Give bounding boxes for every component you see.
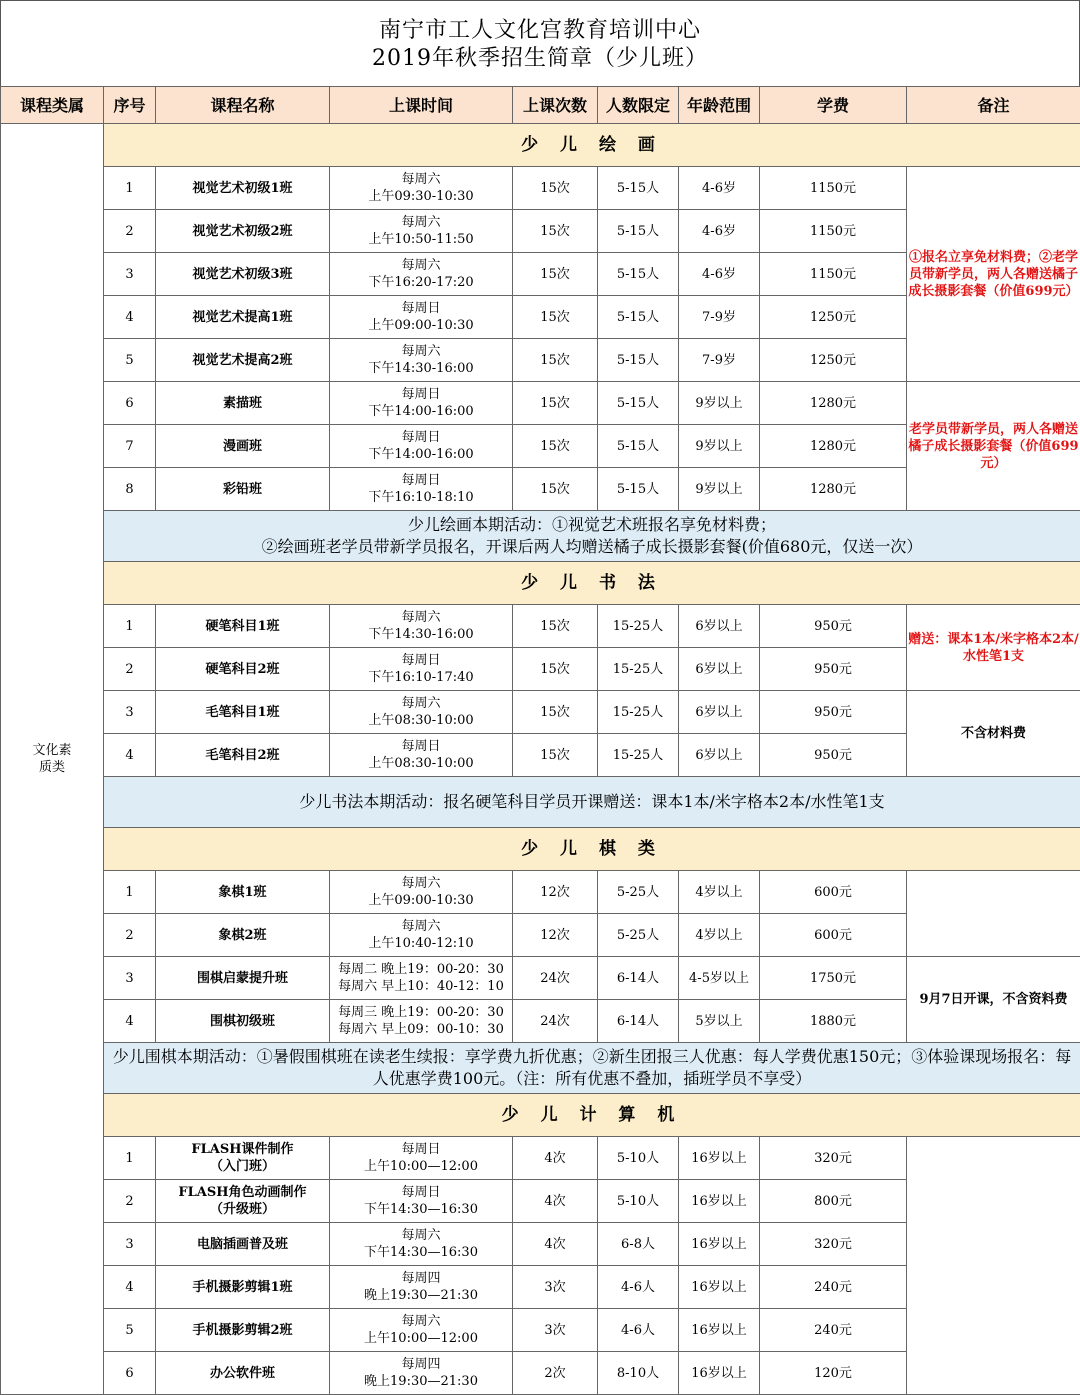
row-no: 1 bbox=[104, 871, 156, 914]
class-size: 6-14人 bbox=[598, 1000, 679, 1043]
row-no: 4 bbox=[104, 1000, 156, 1043]
session-count: 24次 bbox=[513, 1000, 598, 1043]
schedule-day: 每周日 bbox=[330, 386, 512, 403]
session-count: 15次 bbox=[513, 167, 598, 210]
tuition-fee: 320元 bbox=[760, 1223, 907, 1266]
session-count: 2次 bbox=[513, 1352, 598, 1395]
class-size: 5-15人 bbox=[598, 425, 679, 468]
course-name: 视觉艺术提高2班 bbox=[156, 339, 330, 382]
course-name: 毛笔科目1班 bbox=[156, 691, 330, 734]
section-row-computer bbox=[1, 1094, 1080, 1137]
course-name: 手机摄影剪辑1班 bbox=[156, 1266, 330, 1309]
tuition-fee: 1280元 bbox=[760, 382, 907, 425]
age-range: 16岁以上 bbox=[679, 1266, 760, 1309]
activity-line-1: 少儿绘画本期活动：①视觉艺术班报名享免材料费； bbox=[104, 514, 1080, 536]
schedule-time: 每周六 早上09：00-10：30 bbox=[330, 1021, 512, 1038]
tuition-fee: 800元 bbox=[760, 1180, 907, 1223]
schedule-day: 每周四 bbox=[330, 1270, 512, 1287]
table-row bbox=[1, 871, 1080, 914]
tuition-fee: 1150元 bbox=[760, 253, 907, 296]
remark-cell-empty bbox=[907, 1137, 1080, 1395]
table-row bbox=[1, 957, 1080, 1000]
activity-row-painting bbox=[1, 511, 1080, 562]
header-cell: 学费 bbox=[760, 87, 907, 124]
schedule-time: 上午10:00—12:00 bbox=[330, 1330, 512, 1347]
age-range: 16岁以上 bbox=[679, 1352, 760, 1395]
schedule-time: 上午08:30-10:00 bbox=[330, 712, 512, 729]
age-range: 16岁以上 bbox=[679, 1180, 760, 1223]
class-size: 5-25人 bbox=[598, 914, 679, 957]
age-range: 16岁以上 bbox=[679, 1309, 760, 1352]
schedule-day: 每周六 bbox=[330, 918, 512, 935]
class-size: 4-6人 bbox=[598, 1266, 679, 1309]
age-range: 7-9岁 bbox=[679, 339, 760, 382]
tuition-fee: 600元 bbox=[760, 914, 907, 957]
tuition-fee: 950元 bbox=[760, 605, 907, 648]
schedule-cell bbox=[330, 425, 513, 468]
tuition-fee: 950元 bbox=[760, 691, 907, 734]
age-range: 4-6岁 bbox=[679, 167, 760, 210]
class-size: 6-14人 bbox=[598, 957, 679, 1000]
schedule-cell bbox=[330, 167, 513, 210]
course-name: 视觉艺术初级2班 bbox=[156, 210, 330, 253]
age-range: 16岁以上 bbox=[679, 1137, 760, 1180]
document-title bbox=[0, 0, 1080, 86]
schedule-day: 每周六 bbox=[330, 1313, 512, 1330]
schedule-cell bbox=[330, 648, 513, 691]
section-title-chess: 少 儿 棋 类 bbox=[104, 828, 1080, 871]
row-no: 6 bbox=[104, 1352, 156, 1395]
course-name: 硬笔科目1班 bbox=[156, 605, 330, 648]
remark-cell: 赠送：课本1本/米字格本2本/水性笔1支 bbox=[907, 605, 1080, 691]
tuition-fee: 1150元 bbox=[760, 167, 907, 210]
row-no: 2 bbox=[104, 210, 156, 253]
schedule-time: 上午09:00-10:30 bbox=[330, 892, 512, 909]
course-name: 手机摄影剪辑2班 bbox=[156, 1309, 330, 1352]
course-table bbox=[0, 86, 1080, 1395]
schedule-time: 上午08:30-10:00 bbox=[330, 755, 512, 772]
row-no: 3 bbox=[104, 691, 156, 734]
session-count: 15次 bbox=[513, 605, 598, 648]
activity-line-2: ②绘画班老学员带新学员报名，开课后两人均赠送橘子成长摄影套餐(价值680元，仅送一次） bbox=[104, 536, 1080, 558]
schedule-cell bbox=[330, 1000, 513, 1043]
activity-row-chess bbox=[1, 1043, 1080, 1094]
activity-cell: 少儿书法本期活动：报名硬笔科目学员开课赠送：课本1本/米字格本2本/水性笔1支 bbox=[104, 777, 1080, 828]
class-size: 15-25人 bbox=[598, 605, 679, 648]
schedule-time: 下午14:00-16:00 bbox=[330, 446, 512, 463]
schedule-time: 上午10:40-12:10 bbox=[330, 935, 512, 952]
section-title-computer: 少 儿 计 算 机 bbox=[104, 1094, 1080, 1137]
schedule-time: 下午14:30—16:30 bbox=[330, 1244, 512, 1261]
age-range: 9岁以上 bbox=[679, 468, 760, 511]
row-no: 7 bbox=[104, 425, 156, 468]
header-cell: 课程类属 bbox=[1, 87, 104, 124]
age-range: 4-6岁 bbox=[679, 253, 760, 296]
session-count: 15次 bbox=[513, 648, 598, 691]
tuition-fee: 1250元 bbox=[760, 296, 907, 339]
schedule-time: 每周六 早上10：40-12：10 bbox=[330, 978, 512, 995]
schedule-day: 每周六 bbox=[330, 343, 512, 360]
remark-cell: 不含材料费 bbox=[907, 691, 1080, 777]
row-no: 2 bbox=[104, 1180, 156, 1223]
course-name: 象棋2班 bbox=[156, 914, 330, 957]
course-name: 硬笔科目2班 bbox=[156, 648, 330, 691]
schedule-day: 每周日 bbox=[330, 472, 512, 489]
header-cell: 备注 bbox=[907, 87, 1080, 124]
section-row-calligraphy bbox=[1, 562, 1080, 605]
session-count: 15次 bbox=[513, 210, 598, 253]
schedule-time: 上午09:00-10:30 bbox=[330, 317, 512, 334]
tuition-fee: 950元 bbox=[760, 648, 907, 691]
age-range: 4-5岁以上 bbox=[679, 957, 760, 1000]
schedule-time: 下午14:30-16:00 bbox=[330, 360, 512, 377]
session-count: 12次 bbox=[513, 914, 598, 957]
class-size: 5-15人 bbox=[598, 210, 679, 253]
schedule-cell bbox=[330, 1137, 513, 1180]
class-size: 15-25人 bbox=[598, 734, 679, 777]
course-name: 漫画班 bbox=[156, 425, 330, 468]
course-name: 围棋启蒙提升班 bbox=[156, 957, 330, 1000]
schedule-cell bbox=[330, 1180, 513, 1223]
row-no: 1 bbox=[104, 605, 156, 648]
class-size: 8-10人 bbox=[598, 1352, 679, 1395]
schedule-time: 下午14:00-16:00 bbox=[330, 403, 512, 420]
age-range: 5岁以上 bbox=[679, 1000, 760, 1043]
age-range: 4岁以上 bbox=[679, 914, 760, 957]
header-cell: 上课时间 bbox=[330, 87, 513, 124]
class-size: 5-15人 bbox=[598, 253, 679, 296]
class-size: 5-10人 bbox=[598, 1137, 679, 1180]
section-title-painting: 少 儿 绘 画 bbox=[104, 124, 1080, 167]
tuition-fee: 1750元 bbox=[760, 957, 907, 1000]
schedule-cell bbox=[330, 210, 513, 253]
schedule-time: 下午14:30-16:00 bbox=[330, 626, 512, 643]
course-name: FLASH角色动画制作（升级班） bbox=[156, 1180, 330, 1223]
schedule-cell bbox=[330, 382, 513, 425]
course-name: 办公软件班 bbox=[156, 1352, 330, 1395]
class-size: 5-15人 bbox=[598, 167, 679, 210]
schedule-day: 每周六 bbox=[330, 171, 512, 188]
row-no: 6 bbox=[104, 382, 156, 425]
schedule-time: 晚上19:30—21:30 bbox=[330, 1373, 512, 1390]
row-no: 8 bbox=[104, 468, 156, 511]
schedule-time: 下午14:30—16:30 bbox=[330, 1201, 512, 1218]
row-no: 3 bbox=[104, 957, 156, 1000]
course-name: FLASH课件制作（入门班） bbox=[156, 1137, 330, 1180]
course-name: 彩铅班 bbox=[156, 468, 330, 511]
schedule-day: 每周日 bbox=[330, 1141, 512, 1158]
schedule-day: 每周二 晚上19：00-20：30 bbox=[330, 961, 512, 978]
schedule-cell bbox=[330, 296, 513, 339]
schedule-day: 每周六 bbox=[330, 1227, 512, 1244]
age-range: 9岁以上 bbox=[679, 382, 760, 425]
header-cell: 课程名称 bbox=[156, 87, 330, 124]
activity-cell bbox=[104, 511, 1080, 562]
activity-cell: 少儿围棋本期活动：①暑假围棋班在读老生续报：享学费九折优惠；②新生团报三人优惠：每人学费优惠150元；③体验课现场报名：每人优惠学费100元。（注：所有优惠不叠加，插班学员不享受） bbox=[104, 1043, 1080, 1094]
tuition-fee: 1150元 bbox=[760, 210, 907, 253]
table-row bbox=[1, 605, 1080, 648]
course-name: 毛笔科目2班 bbox=[156, 734, 330, 777]
schedule-cell bbox=[330, 914, 513, 957]
tuition-fee: 1250元 bbox=[760, 339, 907, 382]
schedule-day: 每周三 晚上19：00-20：30 bbox=[330, 1004, 512, 1021]
schedule-time: 上午09:30-10:30 bbox=[330, 188, 512, 205]
class-size: 5-25人 bbox=[598, 871, 679, 914]
tuition-fee: 600元 bbox=[760, 871, 907, 914]
category-cell bbox=[1, 124, 104, 1395]
schedule-cell bbox=[330, 1309, 513, 1352]
schedule-cell bbox=[330, 1352, 513, 1395]
schedule-cell bbox=[330, 253, 513, 296]
tuition-fee: 320元 bbox=[760, 1137, 907, 1180]
schedule-time: 上午10:50-11:50 bbox=[330, 231, 512, 248]
schedule-day: 每周六 bbox=[330, 695, 512, 712]
age-range: 16岁以上 bbox=[679, 1223, 760, 1266]
session-count: 3次 bbox=[513, 1309, 598, 1352]
age-range: 4岁以上 bbox=[679, 871, 760, 914]
tuition-fee: 950元 bbox=[760, 734, 907, 777]
session-count: 12次 bbox=[513, 871, 598, 914]
tuition-fee: 1280元 bbox=[760, 425, 907, 468]
age-range: 4-6岁 bbox=[679, 210, 760, 253]
category-label: 文化素质类 bbox=[32, 742, 72, 776]
age-range: 9岁以上 bbox=[679, 425, 760, 468]
age-range: 6岁以上 bbox=[679, 605, 760, 648]
row-no: 3 bbox=[104, 1223, 156, 1266]
session-count: 15次 bbox=[513, 734, 598, 777]
tuition-fee: 1280元 bbox=[760, 468, 907, 511]
tuition-fee: 120元 bbox=[760, 1352, 907, 1395]
session-count: 3次 bbox=[513, 1266, 598, 1309]
session-count: 4次 bbox=[513, 1137, 598, 1180]
table-row bbox=[1, 382, 1080, 425]
row-no: 5 bbox=[104, 339, 156, 382]
header-cell: 上课次数 bbox=[513, 87, 598, 124]
schedule-day: 每周日 bbox=[330, 652, 512, 669]
tuition-fee: 240元 bbox=[760, 1266, 907, 1309]
schedule-day: 每周日 bbox=[330, 738, 512, 755]
row-no: 2 bbox=[104, 648, 156, 691]
schedule-day: 每周六 bbox=[330, 875, 512, 892]
row-no: 3 bbox=[104, 253, 156, 296]
section-row-painting bbox=[1, 124, 1080, 167]
schedule-time: 上午10:00—12:00 bbox=[330, 1158, 512, 1175]
session-count: 4次 bbox=[513, 1180, 598, 1223]
row-no: 2 bbox=[104, 914, 156, 957]
session-count: 15次 bbox=[513, 468, 598, 511]
schedule-day: 每周四 bbox=[330, 1356, 512, 1373]
schedule-cell bbox=[330, 1266, 513, 1309]
class-size: 5-15人 bbox=[598, 296, 679, 339]
course-name: 视觉艺术初级1班 bbox=[156, 167, 330, 210]
schedule-time: 晚上19:30—21:30 bbox=[330, 1287, 512, 1304]
course-name: 电脑插画普及班 bbox=[156, 1223, 330, 1266]
schedule-cell bbox=[330, 734, 513, 777]
course-name: 视觉艺术提高1班 bbox=[156, 296, 330, 339]
schedule-cell bbox=[330, 605, 513, 648]
remark-cell: 9月7日开课，不含资料费 bbox=[907, 957, 1080, 1043]
class-size: 5-10人 bbox=[598, 1180, 679, 1223]
row-no: 4 bbox=[104, 734, 156, 777]
course-name: 视觉艺术初级3班 bbox=[156, 253, 330, 296]
session-count: 24次 bbox=[513, 957, 598, 1000]
header-row bbox=[1, 87, 1080, 124]
schedule-day: 每周六 bbox=[330, 609, 512, 626]
class-size: 15-25人 bbox=[598, 691, 679, 734]
header-cell: 人数限定 bbox=[598, 87, 679, 124]
session-count: 15次 bbox=[513, 382, 598, 425]
table-row bbox=[1, 691, 1080, 734]
tuition-fee: 240元 bbox=[760, 1309, 907, 1352]
schedule-cell bbox=[330, 691, 513, 734]
schedule-day: 每周日 bbox=[330, 429, 512, 446]
session-count: 15次 bbox=[513, 425, 598, 468]
row-no: 4 bbox=[104, 1266, 156, 1309]
header-cell: 序号 bbox=[104, 87, 156, 124]
section-row-chess bbox=[1, 828, 1080, 871]
session-count: 15次 bbox=[513, 253, 598, 296]
class-size: 15-25人 bbox=[598, 648, 679, 691]
session-count: 15次 bbox=[513, 296, 598, 339]
schedule-cell bbox=[330, 468, 513, 511]
schedule-cell bbox=[330, 339, 513, 382]
row-no: 1 bbox=[104, 1137, 156, 1180]
section-title-calligraphy: 少 儿 书 法 bbox=[104, 562, 1080, 605]
course-name: 素描班 bbox=[156, 382, 330, 425]
age-range: 6岁以上 bbox=[679, 734, 760, 777]
age-range: 6岁以上 bbox=[679, 691, 760, 734]
session-count: 15次 bbox=[513, 691, 598, 734]
class-size: 5-15人 bbox=[598, 339, 679, 382]
schedule-cell bbox=[330, 1223, 513, 1266]
remark-cell: ①报名立享免材料费；②老学员带新学员，两人各赠送橘子成长摄影套餐（价值699元） bbox=[907, 167, 1080, 382]
age-range: 7-9岁 bbox=[679, 296, 760, 339]
schedule-day: 每周六 bbox=[330, 214, 512, 231]
session-count: 4次 bbox=[513, 1223, 598, 1266]
schedule-time: 下午16:10-18:10 bbox=[330, 489, 512, 506]
row-no: 4 bbox=[104, 296, 156, 339]
title-line-2: 2019年秋季招生简章（少儿班） bbox=[1, 45, 1079, 73]
class-size: 5-15人 bbox=[598, 382, 679, 425]
remark-cell-empty bbox=[907, 871, 1080, 957]
age-range: 6岁以上 bbox=[679, 648, 760, 691]
schedule-time: 下午16:10-17:40 bbox=[330, 669, 512, 686]
schedule-time: 下午16:20-17:20 bbox=[330, 274, 512, 291]
header-cell: 年龄范围 bbox=[679, 87, 760, 124]
schedule-day: 每周六 bbox=[330, 257, 512, 274]
course-name: 围棋初级班 bbox=[156, 1000, 330, 1043]
tuition-fee: 1880元 bbox=[760, 1000, 907, 1043]
row-no: 1 bbox=[104, 167, 156, 210]
title-line-1: 南宁市工人文化宫教育培训中心 bbox=[1, 17, 1079, 45]
course-name: 象棋1班 bbox=[156, 871, 330, 914]
schedule-day: 每周日 bbox=[330, 1184, 512, 1201]
class-size: 5-15人 bbox=[598, 468, 679, 511]
session-count: 15次 bbox=[513, 339, 598, 382]
schedule-cell bbox=[330, 871, 513, 914]
table-row bbox=[1, 167, 1080, 210]
activity-row-calligraphy bbox=[1, 777, 1080, 828]
schedule-day: 每周日 bbox=[330, 300, 512, 317]
schedule-cell bbox=[330, 957, 513, 1000]
table-row bbox=[1, 1137, 1080, 1180]
remark-cell: 老学员带新学员，两人各赠送橘子成长摄影套餐（价值699元） bbox=[907, 382, 1080, 511]
class-size: 6-8人 bbox=[598, 1223, 679, 1266]
row-no: 5 bbox=[104, 1309, 156, 1352]
class-size: 4-6人 bbox=[598, 1309, 679, 1352]
